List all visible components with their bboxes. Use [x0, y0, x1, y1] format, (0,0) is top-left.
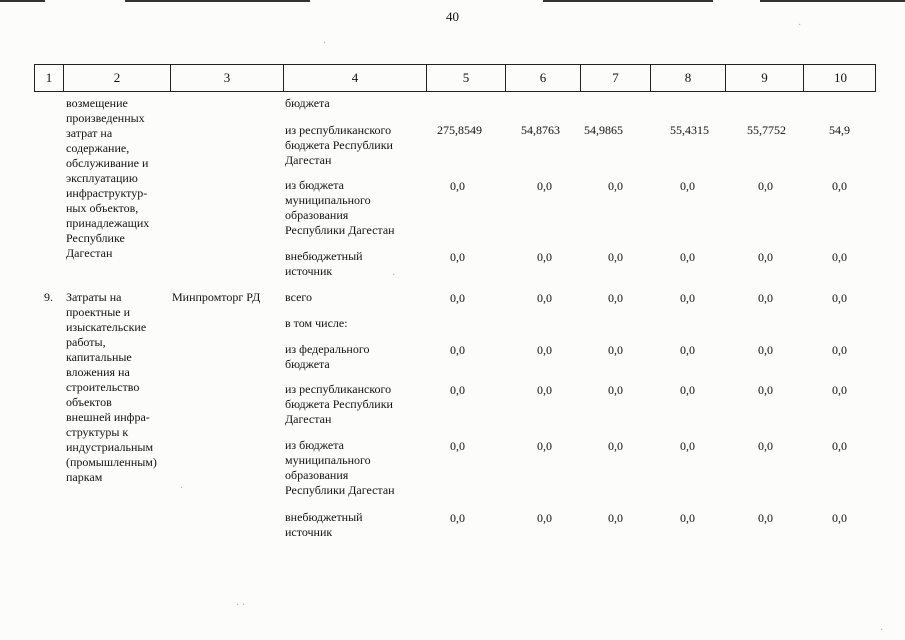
value-col-9: 0,0 — [758, 439, 773, 453]
value-col-6: 0,0 — [537, 179, 552, 193]
value-col-10: 0,0 — [832, 439, 847, 453]
value-col-8: 0,0 — [680, 439, 695, 453]
value-col-6: 0,0 — [537, 383, 552, 397]
scan-edge-line — [543, 0, 713, 2]
value-col-6: 0,0 — [537, 439, 552, 453]
value-col-5: 0,0 — [450, 511, 465, 525]
funding-source: из федерального бюджета — [285, 342, 370, 371]
value-col-5: 0,0 — [450, 250, 465, 264]
value-col-10: 0,0 — [832, 383, 847, 397]
value-col-5: 275,8549 — [437, 123, 482, 137]
scan-speck: · — [880, 625, 884, 636]
value-col-6: 54,8763 — [521, 123, 560, 137]
value-col-9: 0,0 — [758, 179, 773, 193]
row-index: 9. — [44, 290, 53, 304]
value-col-8: 0,0 — [680, 291, 695, 305]
header-col-5: 5 — [427, 65, 506, 91]
scan-speck: · — [180, 483, 184, 494]
header-col-9: 9 — [726, 65, 804, 91]
value-col-7: 0,0 — [608, 291, 623, 305]
scan-edge-line — [760, 0, 905, 2]
value-col-9: 0,0 — [758, 383, 773, 397]
value-col-10: 0,0 — [832, 250, 847, 264]
header-col-2: 2 — [64, 65, 171, 91]
value-col-10: 0,0 — [832, 179, 847, 193]
value-col-7: 54,9865 — [584, 123, 623, 137]
value-col-5: 0,0 — [450, 291, 465, 305]
scan-edge-line — [0, 0, 45, 2]
funding-source: в том числе: — [285, 316, 348, 330]
table-header — [34, 64, 876, 92]
value-col-7: 0,0 — [608, 343, 623, 357]
value-col-8: 55,4315 — [670, 123, 709, 137]
value-col-6: 0,0 — [537, 250, 552, 264]
value-col-9: 0,0 — [758, 291, 773, 305]
value-col-7: 0,0 — [608, 179, 623, 193]
value-col-7: 0,0 — [608, 383, 623, 397]
scan-speck: · — [323, 38, 327, 49]
value-col-10: 54,9 — [829, 123, 850, 137]
value-col-10: 0,0 — [832, 291, 847, 305]
funding-source: всего — [285, 290, 313, 304]
responsible-executor: Минпромторг РД — [172, 290, 261, 304]
value-col-5: 0,0 — [450, 383, 465, 397]
value-col-6: 0,0 — [537, 511, 552, 525]
value-col-10: 0,0 — [832, 511, 847, 525]
value-col-8: 0,0 — [680, 383, 695, 397]
funding-source: из республиканского бюджета Республики Дагестан — [285, 382, 393, 426]
funding-source: внебюджетный источник — [285, 249, 363, 278]
value-col-5: 0,0 — [450, 343, 465, 357]
value-col-7: 0,0 — [608, 511, 623, 525]
header-col-1: 1 — [35, 65, 64, 91]
header-col-3: 3 — [171, 65, 284, 91]
funding-source: из бюджета муниципального образования Республики Дагестан — [285, 178, 395, 237]
funding-source: из бюджета муниципального образования Республики Дагестан — [285, 438, 395, 497]
value-col-9: 0,0 — [758, 343, 773, 357]
header-col-8: 8 — [651, 65, 726, 91]
value-col-6: 0,0 — [537, 343, 552, 357]
scan-speck: · — [392, 270, 396, 281]
value-col-5: 0,0 — [450, 179, 465, 193]
value-col-6: 0,0 — [537, 291, 552, 305]
value-col-5: 0,0 — [450, 439, 465, 453]
header-col-4: 4 — [284, 65, 427, 91]
header-col-7: 7 — [581, 65, 651, 91]
scan-edge-line — [125, 0, 310, 2]
value-col-9: 0,0 — [758, 511, 773, 525]
funding-source: бюджета — [285, 96, 330, 110]
value-col-7: 0,0 — [608, 439, 623, 453]
value-col-10: 0,0 — [832, 343, 847, 357]
value-col-8: 0,0 — [680, 511, 695, 525]
header-col-10: 10 — [834, 70, 847, 85]
header-col-6: 6 — [506, 65, 581, 91]
value-col-8: 0,0 — [680, 250, 695, 264]
row-description: возмещение произведенных затрат на содержание, обслуживание и эксплуатацию инфраструктур- ных объектов, принадлежащих Республике Дагестан — [66, 96, 150, 260]
funding-source: из республиканского бюджета Республики Дагестан — [285, 123, 393, 167]
value-col-7: 0,0 — [608, 250, 623, 264]
value-col-9: 0,0 — [758, 250, 773, 264]
value-col-9: 55,7752 — [747, 123, 786, 137]
funding-source: внебюджетный источник — [285, 510, 363, 539]
scan-speck: · — [798, 20, 802, 31]
page-number: 40 — [446, 9, 459, 24]
scan-speck: · · — [236, 600, 246, 611]
value-col-8: 0,0 — [680, 343, 695, 357]
value-col-8: 0,0 — [680, 179, 695, 193]
row-description: Затраты на проектные и изыскательские работы, капитальные вложения на строительство объектов внешней инфра- структуры к индустриальным (промышленным) паркам — [66, 290, 157, 484]
